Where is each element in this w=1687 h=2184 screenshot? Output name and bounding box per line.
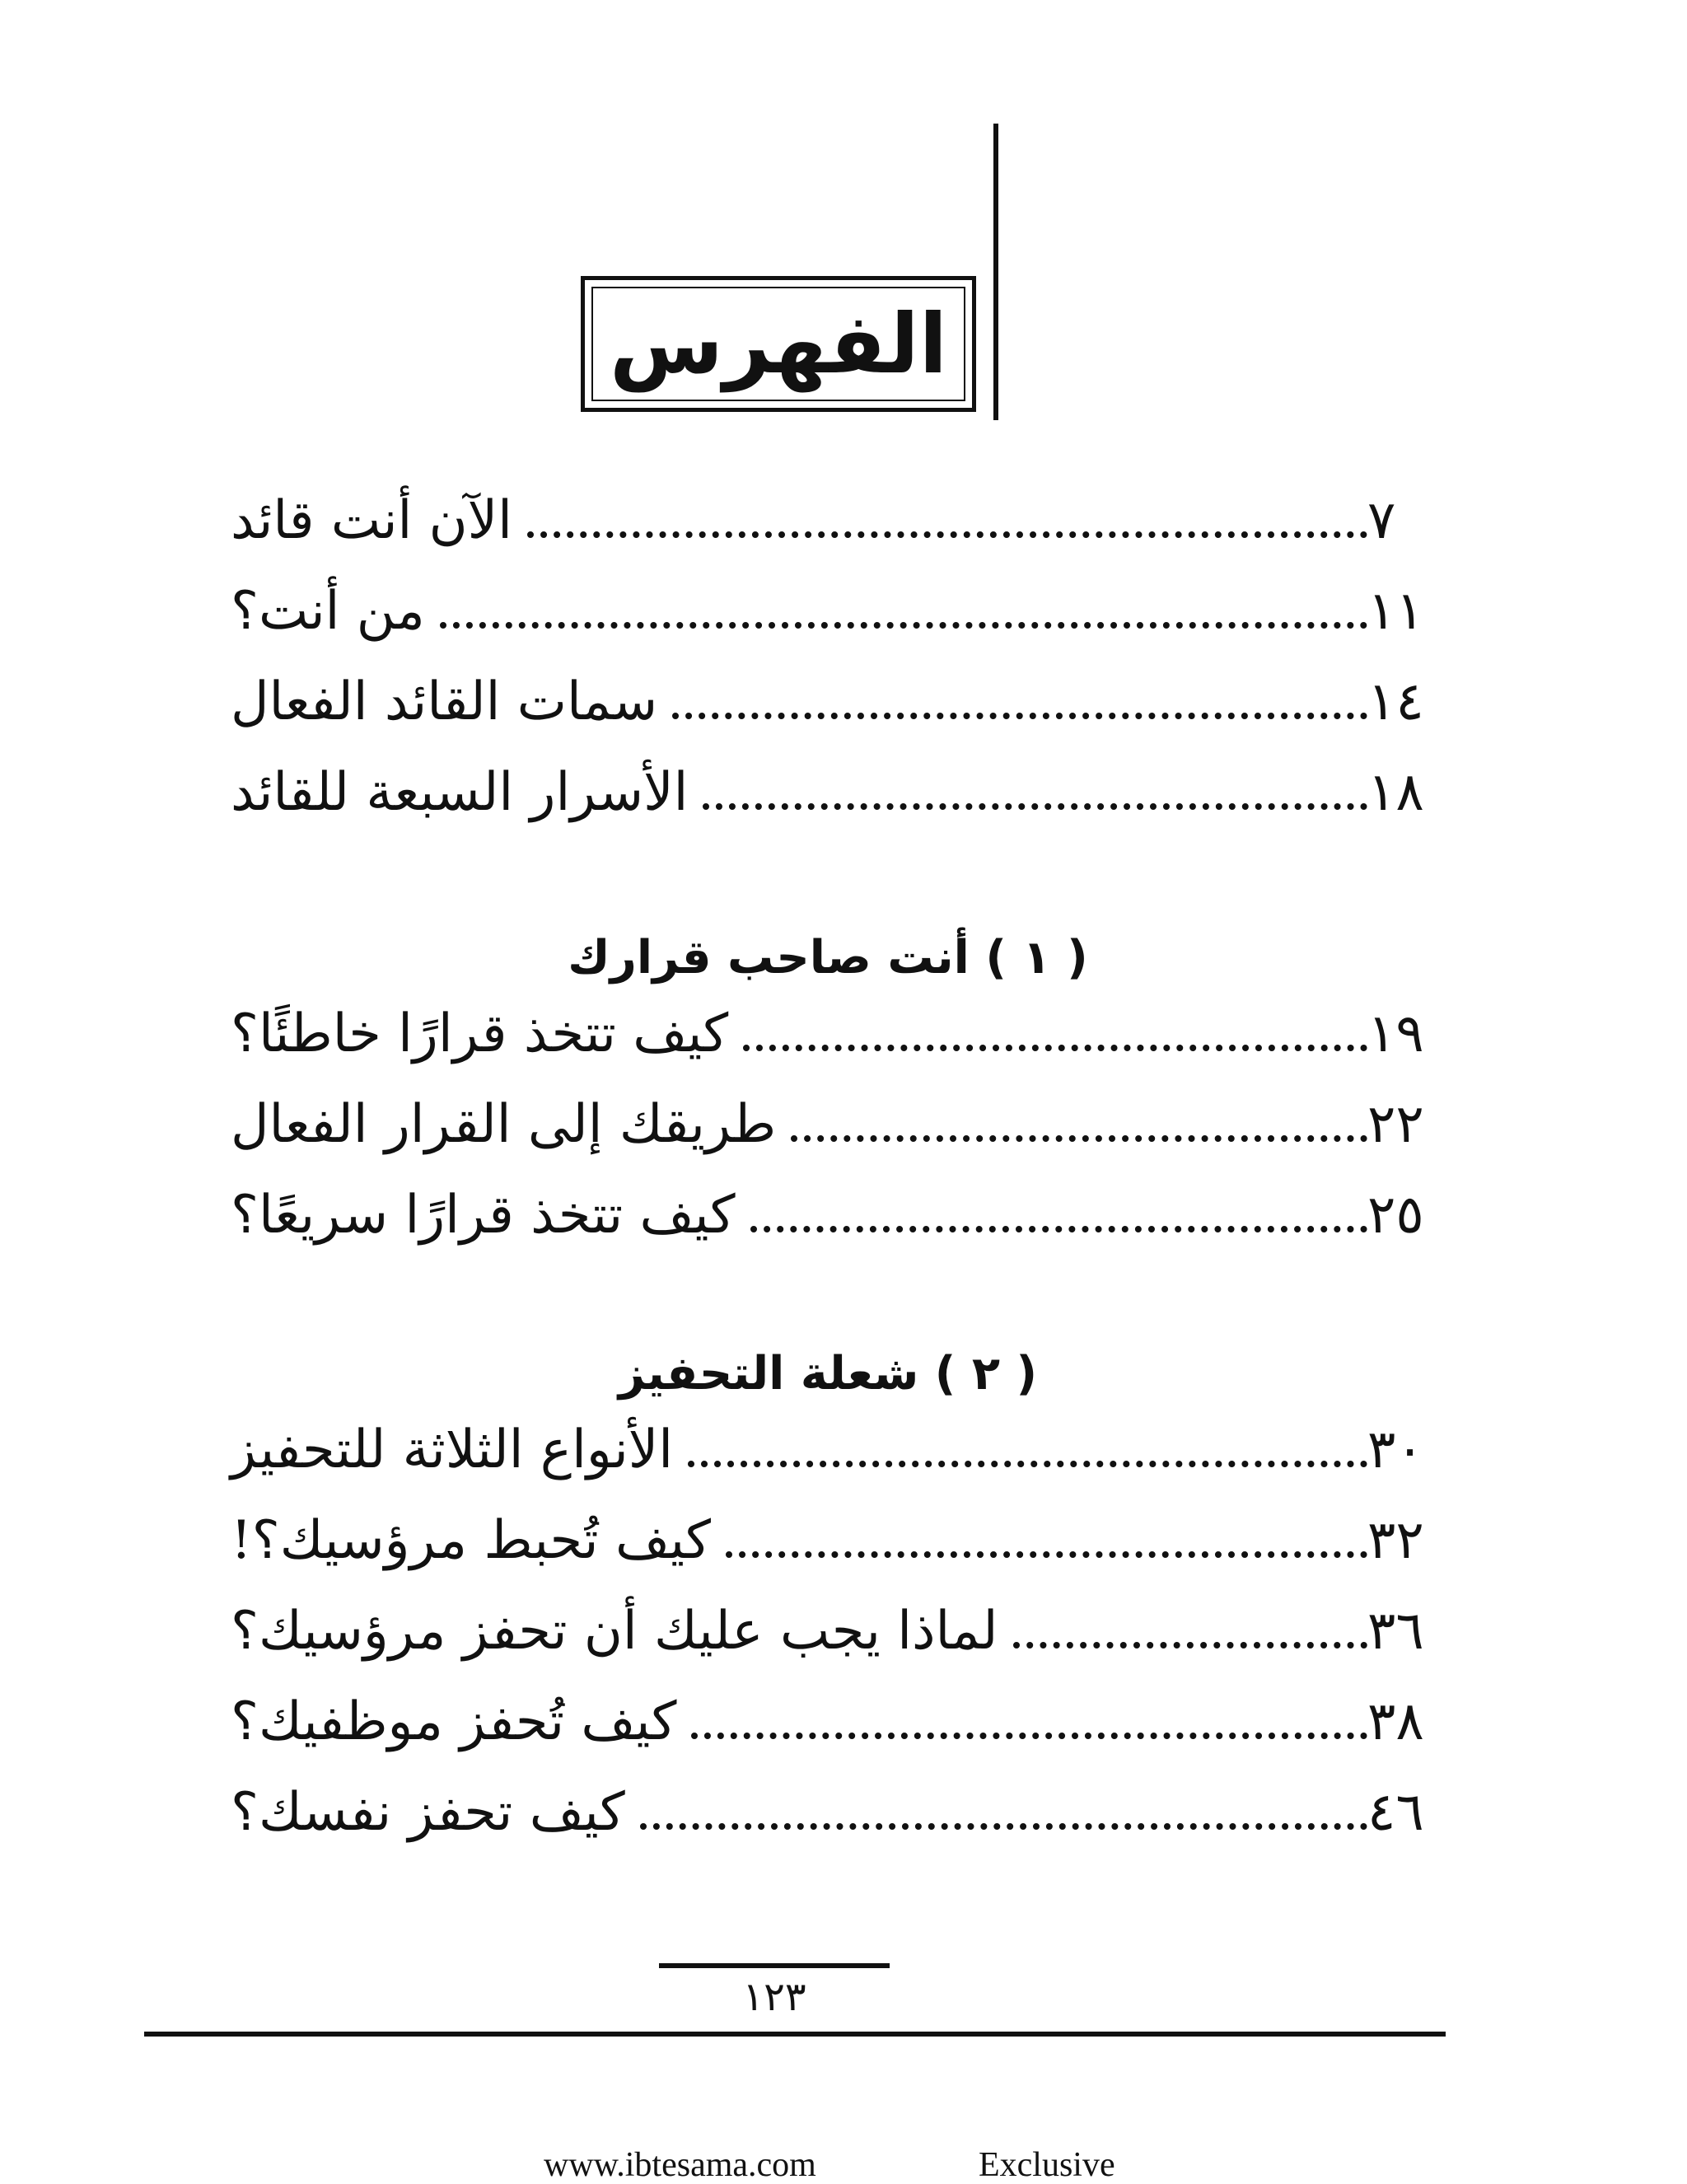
toc-entry-label: الآن أنت قائد (231, 490, 512, 551)
toc-entry-page: ١٩ (1367, 1003, 1424, 1064)
toc-entry-label: كيف تتخذ قرارًا سريعًا؟ (231, 1185, 736, 1246)
toc-entry (214, 989, 1442, 1079)
folio-rule (659, 1963, 890, 1968)
toc-entry-page: ٣٠ (1367, 1419, 1424, 1480)
leader-dots (688, 1461, 1367, 1467)
toc-entry-label: كيف تحفز نفسك؟ (231, 1782, 625, 1843)
title-frame (581, 276, 976, 412)
leader-dots (440, 622, 1367, 629)
leader-dots (791, 1135, 1367, 1142)
toc-entry (214, 475, 1442, 566)
toc-entry-page: ٣٨ (1367, 1691, 1424, 1752)
leader-dots (527, 531, 1367, 538)
toc-entry (214, 1586, 1442, 1677)
toc-entry-page: ١١ (1367, 581, 1424, 642)
leader-dots (726, 1551, 1367, 1558)
leader-dots (691, 1733, 1367, 1739)
page-title: الفهرس (609, 295, 947, 392)
toc-entry (214, 1079, 1442, 1170)
leader-dots (1013, 1642, 1367, 1649)
footer-website: www.ibtesama.com (544, 2146, 816, 2184)
toc-entry-label: من أنت؟ (231, 581, 425, 642)
toc-entry-label: كيف تُحبط مرؤسيك؟! (231, 1510, 711, 1571)
toc-entry (214, 1767, 1442, 1858)
toc-entry-page: ٧ (1367, 490, 1396, 551)
leader-dots (672, 713, 1367, 719)
title-vertical-rule (993, 124, 998, 420)
toc-entry-page: ١٤ (1367, 671, 1424, 732)
toc-entry-label: كيف تُحفز موظفيك؟ (231, 1691, 677, 1752)
leader-dots (750, 1226, 1367, 1232)
leader-dots (640, 1823, 1367, 1830)
toc-entry (214, 1170, 1442, 1260)
toc-entry (214, 1677, 1442, 1767)
toc-entry (214, 566, 1442, 657)
toc-entry (214, 1495, 1442, 1586)
toc-entry (214, 747, 1442, 838)
leader-dots (743, 1045, 1367, 1051)
toc-entry-label: سمات القائد الفعال (231, 671, 658, 732)
toc-entry-label: طريقك إلى القرار الفعال (231, 1094, 777, 1155)
toc-entry (214, 657, 1442, 747)
toc-entry-page: ٣٦ (1367, 1601, 1424, 1662)
toc-entry-page: ٣٢ (1367, 1510, 1424, 1571)
toc-entry-page: ٢٢ (1367, 1094, 1424, 1155)
toc-entry-label: كيف تتخذ قرارًا خاطئًا؟ (231, 1003, 729, 1064)
toc-entry-label: الأنواع الثلاثة للتحفيز (231, 1419, 674, 1480)
toc-entry (214, 1405, 1442, 1495)
section-heading: ( ٢ ) شعلة التحفيز (618, 1347, 1038, 1401)
toc-entry-label: الأسرار السبعة للقائد (231, 762, 689, 823)
toc-entry-label: لماذا يجب عليك أن تحفز مرؤسيك؟ (231, 1601, 998, 1662)
footer-rule (144, 2032, 1446, 2037)
toc-entry-page: ١٨ (1367, 762, 1424, 823)
toc-entry-page: ٤٦ (1367, 1782, 1424, 1843)
section-heading: ( ١ ) أنت صاحب قرارك (568, 931, 1088, 984)
leader-dots (703, 803, 1367, 810)
footer-tag: Exclusive (979, 2146, 1115, 2184)
page-number: ١٢٣ (742, 1974, 806, 2020)
toc-entry-page: ٢٥ (1367, 1185, 1424, 1246)
